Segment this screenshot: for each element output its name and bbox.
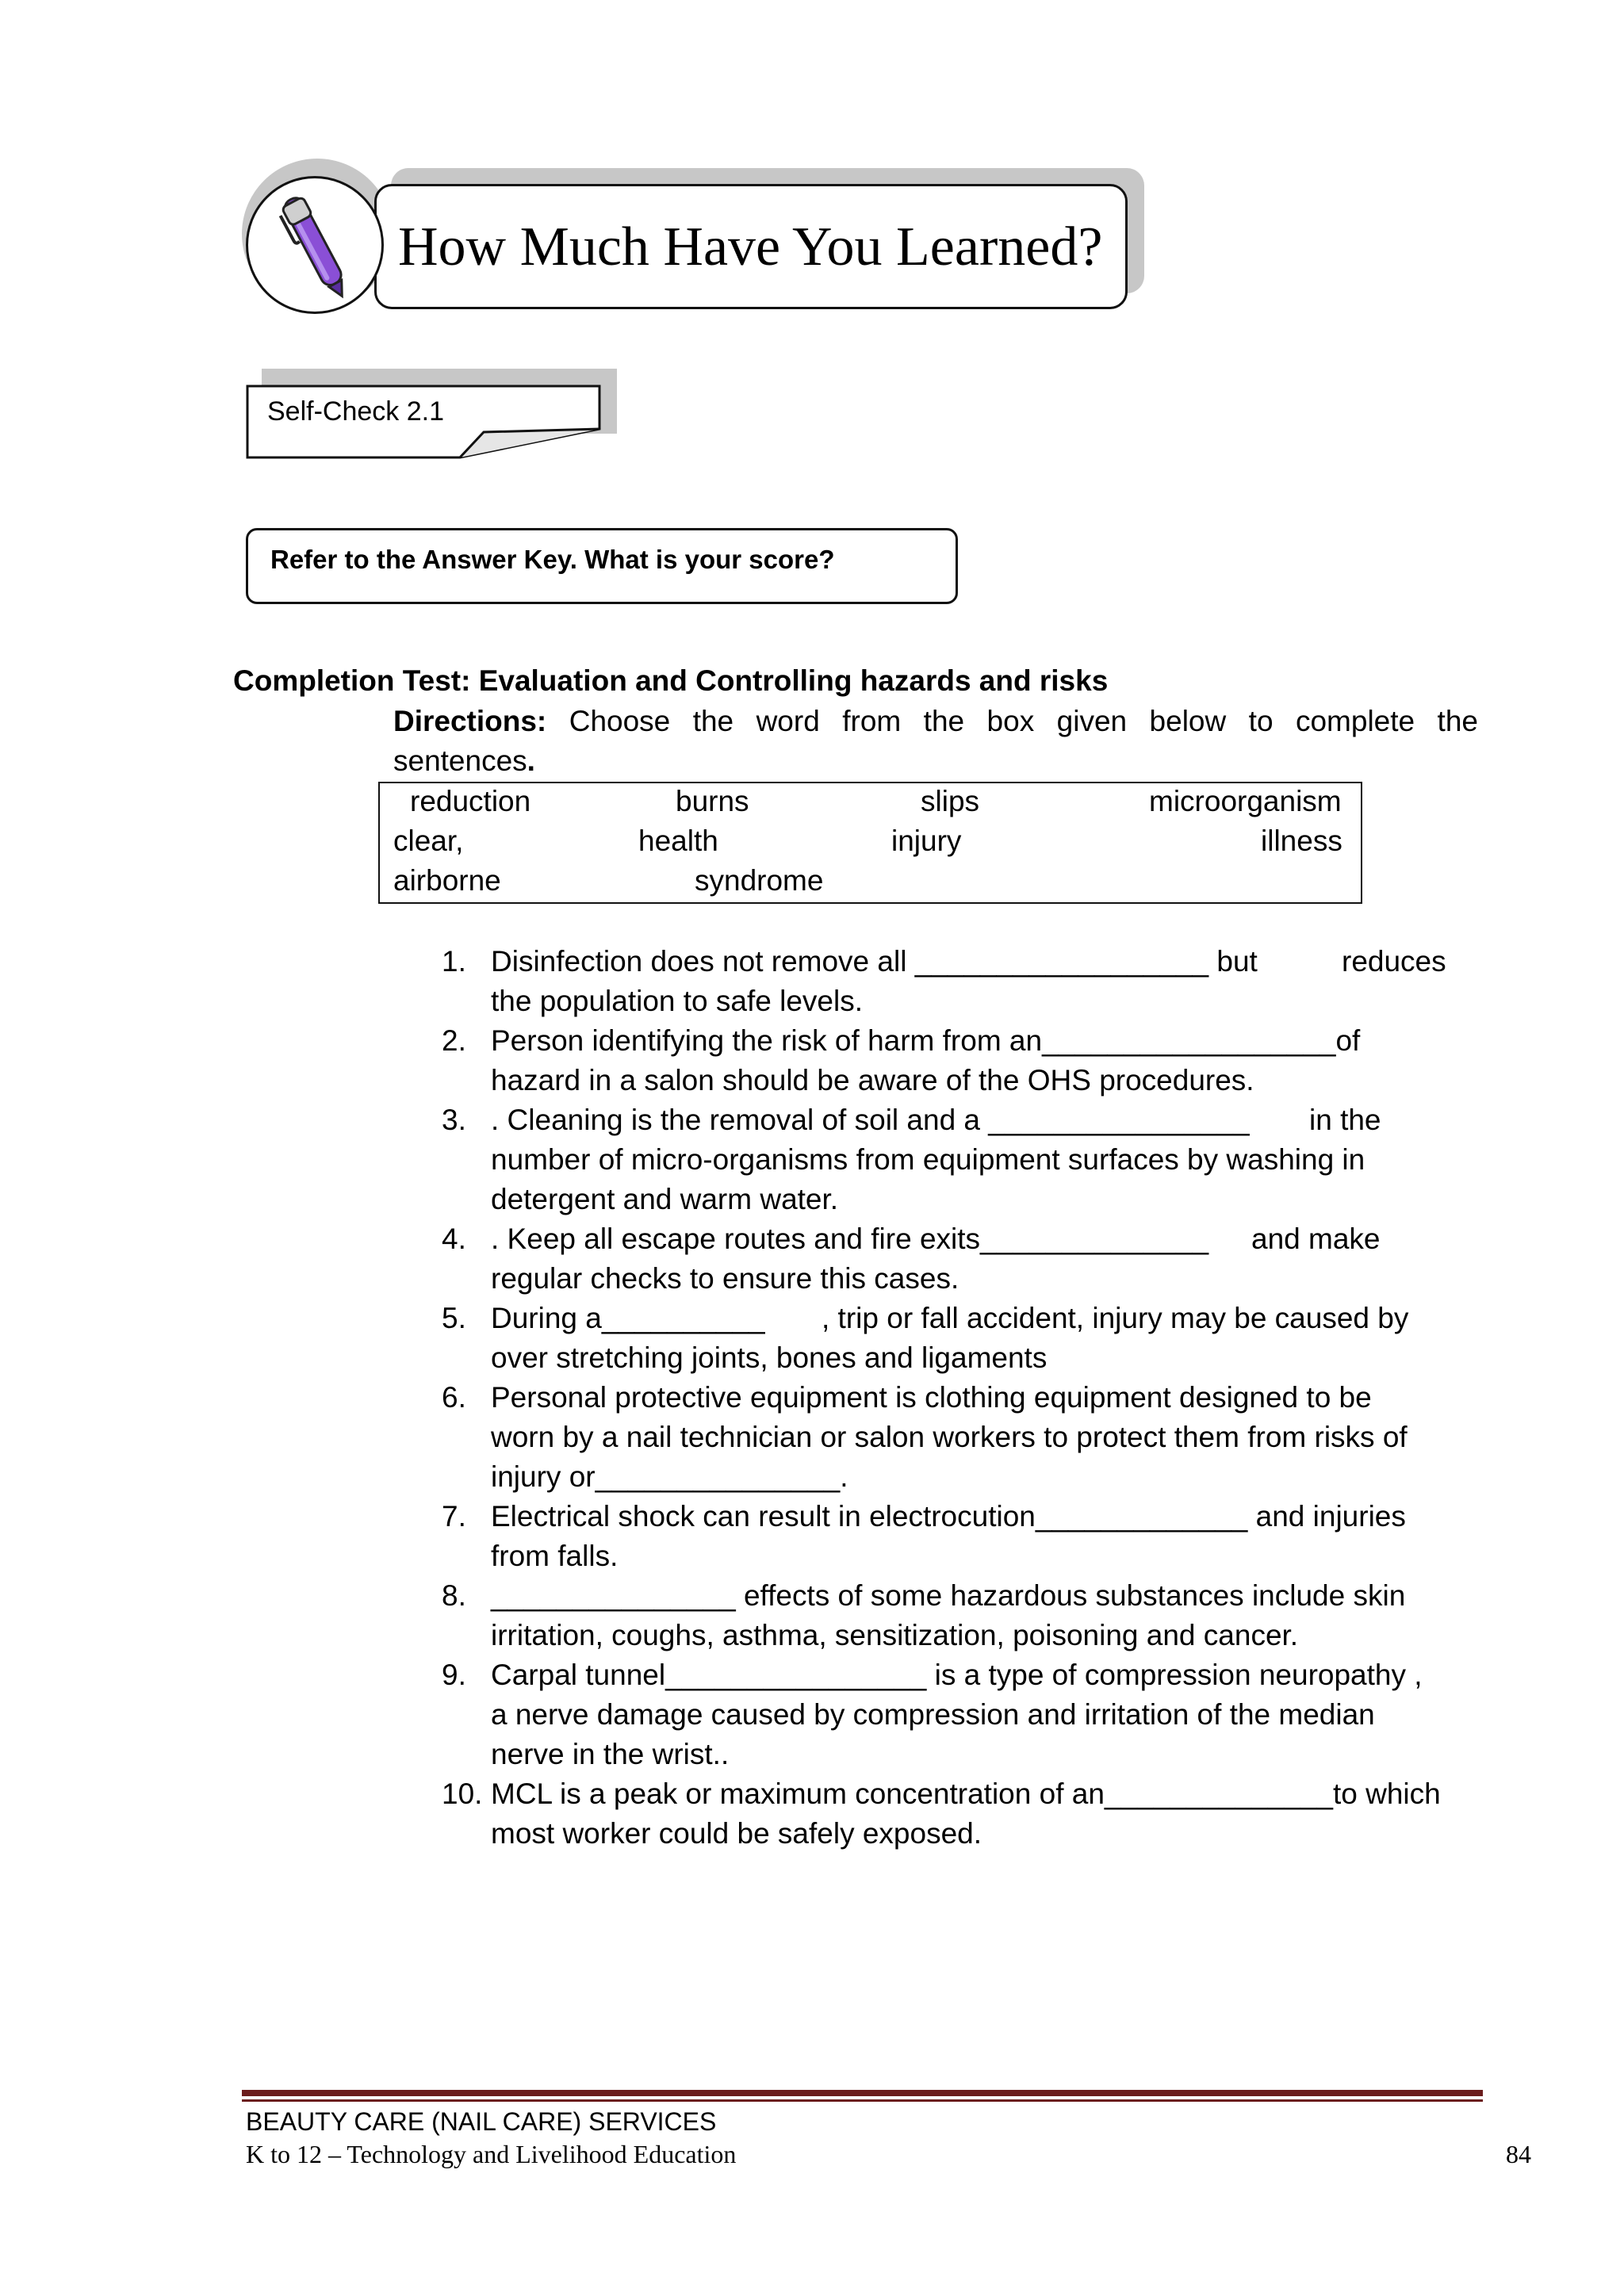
question-number: 5. <box>442 1302 466 1334</box>
footer-rule-thick <box>242 2090 1483 2096</box>
question-text: During a__________ <box>491 1302 765 1334</box>
page-title: How Much Have You Learned? <box>398 216 1103 277</box>
question-number: 1. <box>442 945 466 978</box>
word-item: airborne <box>393 864 501 897</box>
footer-curriculum: K to 12 – Technology and Livelihood Education <box>246 2140 737 2168</box>
word-item: reduction <box>410 785 531 817</box>
question-text: detergent and warm water. <box>491 1183 839 1215</box>
question-text: _______________ effects of some hazardous substances include skin <box>491 1579 1406 1612</box>
directions <box>393 702 1478 741</box>
question-text: from falls. <box>491 1540 619 1572</box>
question-text: injury or_______________. <box>491 1460 848 1493</box>
question-number: 7. <box>442 1500 466 1533</box>
pen-badge <box>246 176 384 314</box>
question-text: regular checks to ensure this cases. <box>491 1262 959 1295</box>
question-number: 2. <box>442 1024 466 1057</box>
question-text: number of micro-organisms from equipment surfaces by washing in <box>491 1143 1365 1176</box>
question-text: and make <box>1251 1223 1381 1255</box>
word-item: syndrome <box>695 864 824 897</box>
word-item: burns <box>676 785 749 817</box>
question-text: MCL is a peak or maximum concentration of an______________to which <box>491 1777 1441 1810</box>
question-text: Disinfection does not remove all __________________ but <box>491 945 1258 978</box>
directions-label: Directions: <box>393 705 547 737</box>
question-text: irritation, coughs, asthma, sensitization, poisoning and cancer. <box>491 1619 1299 1651</box>
footer-program: BEAUTY CARE (NAIL CARE) SERVICES <box>246 2107 717 2136</box>
footer-rule-thin <box>242 2099 1483 2102</box>
question-text: nerve in the wrist.. <box>491 1738 730 1770</box>
word-item: microorganism <box>1149 785 1342 817</box>
self-check-label: Self-Check 2.1 <box>267 396 444 427</box>
word-item: slips <box>921 785 980 817</box>
question-text: reduces <box>1342 945 1446 978</box>
question-number: 6. <box>442 1381 466 1414</box>
question-number: 4. <box>442 1223 466 1255</box>
directions-period: . <box>527 744 535 777</box>
directions-text: Choose the word from the box given below to complete the <box>569 705 1478 737</box>
word-item: clear, <box>393 825 464 857</box>
question-text: . Keep all escape routes and fire exits______________ <box>491 1223 1209 1255</box>
question-text: . Cleaning is the removal of soil and a ________________ <box>491 1104 1250 1136</box>
question-text: worn by a nail technician or salon workers to protect them from risks of <box>491 1421 1408 1453</box>
question-text: most worker could be safely exposed. <box>491 1817 982 1850</box>
question-number: 9. <box>442 1659 466 1691</box>
question-number: 8. <box>442 1579 466 1612</box>
word-item: illness <box>1261 825 1342 857</box>
section-heading: Completion Test: Evaluation and Controlling hazards and risks <box>233 664 1109 697</box>
question-text: Electrical shock can result in electrocution_____________ and injuries <box>491 1500 1406 1533</box>
word-item: health <box>638 825 718 857</box>
question-number: 10. <box>442 1777 483 1810</box>
question-text: , trip or fall accident, injury may be caused by <box>822 1302 1409 1334</box>
question-text: Personal protective equipment is clothing equipment designed to be <box>491 1381 1372 1414</box>
question-number: 3. <box>442 1104 466 1136</box>
question-text: in the <box>1309 1104 1381 1136</box>
question-text: hazard in a salon should be aware of the OHS procedures. <box>491 1064 1254 1096</box>
answer-key-note: Refer to the Answer Key. What is your score? <box>270 545 835 574</box>
directions-text-2: sentences <box>393 744 527 777</box>
question-text: a nerve damage caused by compression and irritation of the median <box>491 1698 1375 1731</box>
question-text: over stretching joints, bones and ligaments <box>491 1341 1048 1374</box>
question-text: the population to safe levels. <box>491 985 863 1017</box>
word-bank <box>378 782 1362 904</box>
pen-icon <box>246 176 384 314</box>
question-text: Person identifying the risk of harm from an__________________of <box>491 1024 1361 1057</box>
question-text: Carpal tunnel________________ is a type of compression neuropathy , <box>491 1659 1423 1691</box>
page-number: 84 <box>1506 2140 1531 2168</box>
directions-continued <box>393 741 535 781</box>
word-item: injury <box>891 825 962 857</box>
